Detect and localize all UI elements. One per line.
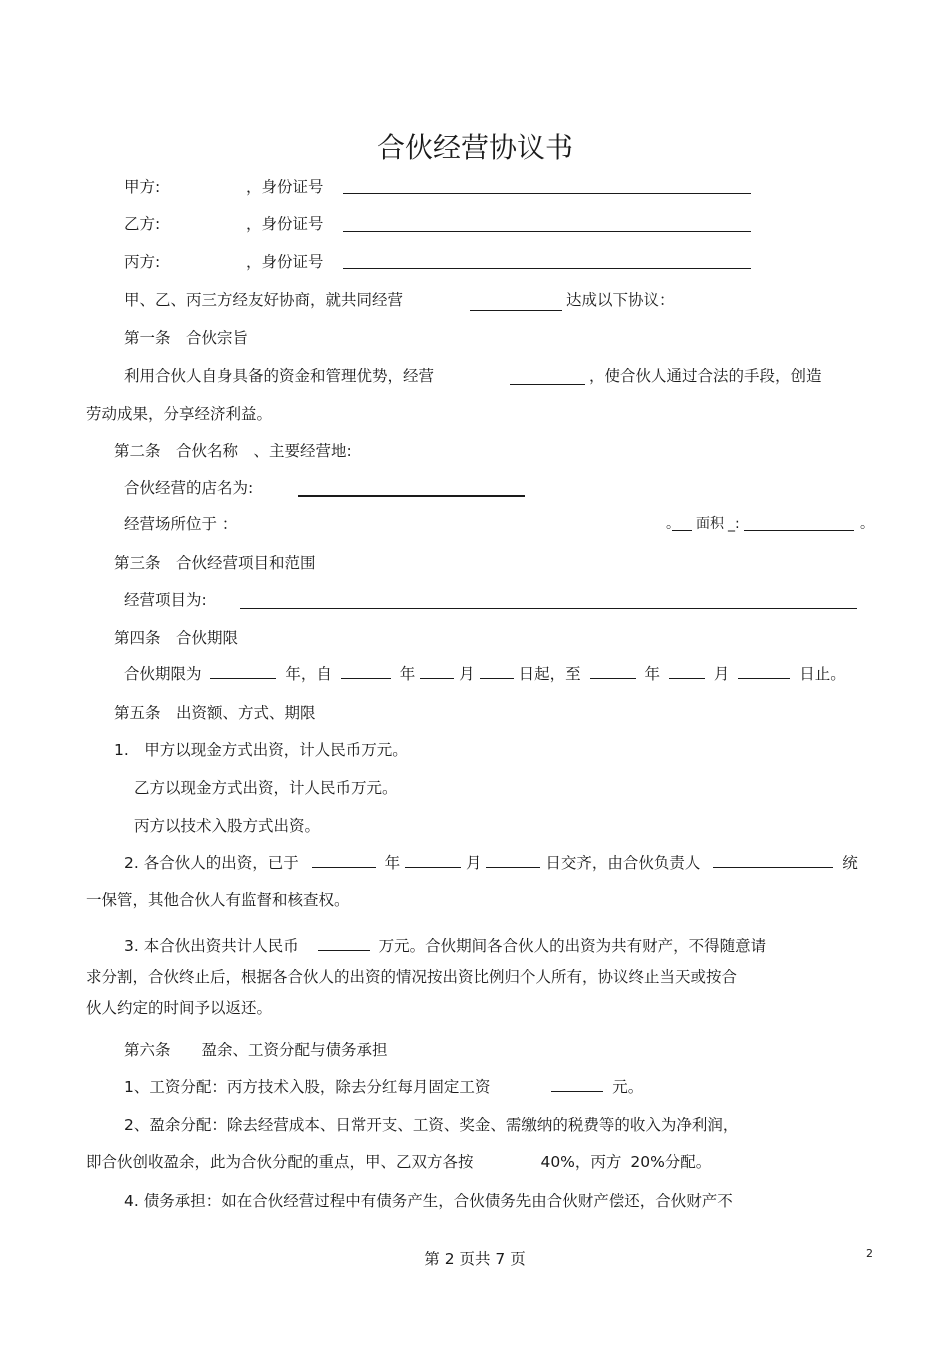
end-day-field[interactable] bbox=[738, 664, 790, 679]
party-b-id-label: ，身份证号 bbox=[246, 215, 324, 233]
paid-text-4: 日交齐，由合伙负责人 bbox=[545, 854, 701, 872]
paid-text-3: 月 bbox=[465, 854, 482, 872]
profit-share-c: 20%分配。 bbox=[630, 1153, 712, 1171]
total-text-2: 万元。合伙期间各合伙人的出资为共有财产，不得随意请 bbox=[378, 937, 767, 955]
profit-line2 bbox=[86, 1152, 711, 1172]
store-name-field[interactable] bbox=[298, 495, 525, 497]
party-b-id-field[interactable] bbox=[343, 231, 751, 232]
article-2-heading: 第二条 合伙名称 、主要经营地: bbox=[114, 442, 352, 460]
party-a-id-field[interactable] bbox=[343, 193, 751, 194]
paid-day-field[interactable] bbox=[486, 853, 540, 868]
term-years-field[interactable] bbox=[210, 664, 276, 679]
intro-text-end: 达成以下协议： bbox=[566, 291, 675, 309]
intro-text: 甲、乙、丙三方经友好协商，就共同经营 bbox=[124, 291, 404, 309]
term-text-6: 年 bbox=[644, 665, 660, 683]
total-amount-field[interactable] bbox=[318, 936, 370, 951]
contribution-party-b: 乙方以现金方式出资，计人民币万元。 bbox=[134, 779, 398, 797]
location-end-mark: 。 bbox=[666, 516, 680, 532]
area-label: 面积 bbox=[696, 516, 724, 532]
profit-share-ab: 40%，丙方 bbox=[540, 1153, 622, 1171]
article-1-text-line2: 劳动成果，分享经济利益。 bbox=[86, 405, 273, 423]
debt-line: 4. 债务承担：如在合伙经营过程中有债务产生，合伙债务先由合伙财产偿还，合伙财产不 bbox=[124, 1192, 733, 1210]
article-6-heading: 第六条 盈余、工资分配与债务承担 bbox=[124, 1041, 388, 1059]
contribution-party-a: 1. 甲方以现金方式出资，计人民币万元。 bbox=[114, 741, 408, 759]
paid-text-2: 年 bbox=[384, 854, 401, 872]
paid-text-5: 统 bbox=[842, 854, 858, 872]
end-year-field[interactable] bbox=[590, 664, 636, 679]
start-year-field[interactable] bbox=[341, 664, 391, 679]
area-field[interactable] bbox=[744, 530, 854, 531]
term-text-1: 合伙期限为 bbox=[124, 665, 202, 683]
term-text-5: 日起，至 bbox=[518, 665, 581, 683]
paid-month-field[interactable] bbox=[405, 853, 461, 868]
business-field[interactable] bbox=[470, 310, 562, 311]
article-1-text-cont: ，使合伙人通过合法的手段，创造 bbox=[589, 367, 822, 385]
party-b-label: 乙方: bbox=[124, 215, 161, 233]
end-month-field[interactable] bbox=[669, 664, 705, 679]
salary-text-1: 1、工资分配：丙方技术入股，除去分红每月固定工资 bbox=[124, 1078, 491, 1096]
article-5-heading: 第五条 出资额、方式、期限 bbox=[114, 704, 316, 722]
paid-text-1: 2. 各合伙人的出资，已于 bbox=[124, 854, 299, 872]
term-text-4: 月 bbox=[459, 665, 475, 683]
term-text-7: 月 bbox=[713, 665, 730, 683]
profit-text-1: 即合伙创收盈余，此为合伙分配的重点，甲、乙双方各按 bbox=[86, 1153, 474, 1171]
area-colon: _: bbox=[728, 516, 740, 532]
contribution-party-c: 丙方以技术入股方式出资。 bbox=[134, 817, 321, 835]
article-1-text: 利用合伙人自身具备的资金和管理优势，经营 bbox=[124, 367, 435, 385]
contribution-paid-line2: 一保管，其他合伙人有监督和核查权。 bbox=[86, 891, 350, 909]
total-contribution-line3: 伙人约定的时间予以返还。 bbox=[86, 999, 273, 1017]
document-title: 合伙经营协议书 bbox=[376, 131, 573, 164]
article-3-heading: 第三条 合伙经营项目和范围 bbox=[114, 554, 316, 572]
article-4-heading: 第四条 合伙期限 bbox=[114, 629, 239, 647]
location-label: 经营场所位于 ： bbox=[124, 515, 238, 533]
profit-line1: 2、盈余分配：除去经营成本、日常开支、工资、奖金、需缴纳的税费等的收入为净利润， bbox=[124, 1116, 739, 1134]
operation-field[interactable] bbox=[510, 384, 585, 385]
store-name-label: 合伙经营的店名为: bbox=[124, 479, 254, 497]
start-month-field[interactable] bbox=[420, 664, 454, 679]
paid-year-field[interactable] bbox=[312, 853, 376, 868]
term-text-8: 日止。 bbox=[799, 665, 846, 683]
salary-text-2: 元。 bbox=[612, 1078, 644, 1096]
items-field[interactable] bbox=[240, 608, 857, 609]
total-contribution-line bbox=[124, 936, 766, 956]
salary-amount-field[interactable] bbox=[551, 1077, 603, 1092]
page-footer: 第 2 页共 7 页 bbox=[424, 1250, 526, 1268]
total-text-1: 3. 本合伙出资共计人民币 bbox=[124, 937, 299, 955]
total-contribution-line2: 求分割，合伙终止后，根据各合伙人的出资的情况按出资比例归个人所有，协议终止当天或按合 bbox=[86, 968, 738, 986]
page-number: 2 bbox=[866, 1247, 873, 1260]
manager-field[interactable] bbox=[713, 853, 833, 868]
party-c-id-field[interactable] bbox=[343, 268, 751, 269]
term-line bbox=[124, 664, 846, 684]
contribution-paid-line bbox=[124, 853, 858, 873]
start-day-field[interactable] bbox=[480, 664, 514, 679]
article-1-heading: 第一条 合伙宗旨 bbox=[124, 329, 249, 347]
party-a-id-label: ，身份证号 bbox=[246, 178, 324, 196]
term-text-2: 年，自 bbox=[285, 665, 332, 683]
party-c-id-label: ，身份证号 bbox=[246, 253, 324, 271]
party-c-label: 丙方: bbox=[124, 253, 161, 271]
term-text-3: 年 bbox=[399, 665, 416, 683]
location-field[interactable] bbox=[672, 530, 692, 531]
salary-line bbox=[124, 1077, 643, 1097]
area-end-mark: 。 bbox=[860, 516, 874, 532]
party-a-label: 甲方: bbox=[124, 178, 161, 196]
items-label: 经营项目为: bbox=[124, 591, 207, 609]
